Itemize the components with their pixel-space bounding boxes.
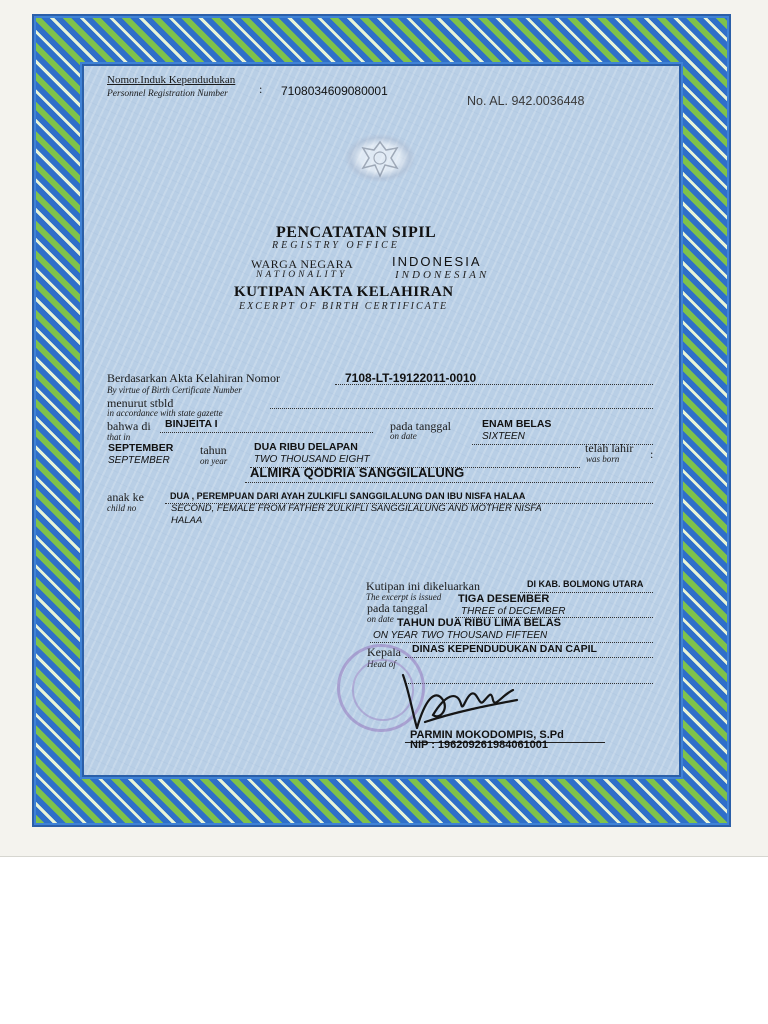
stbld-line [270,408,653,409]
issue-date-value-en: THREE of DECEMBER [461,606,566,617]
nationality-label: WARGA NEGARA [251,257,354,271]
head-label: Kepala [367,645,401,659]
place-value: BINJEITA I [165,418,218,430]
official-nip: NIP : 196209261984061001 [410,739,549,751]
date-label: pada tanggal [390,419,451,433]
stbld-label-en: in accordance with state gazette [107,408,223,418]
issued-label: Kutipan ini dikeluarkan [366,579,480,593]
child-label-en: child no [107,503,137,513]
issued-place: DI KAB. BOLMONG UTARA [527,579,644,589]
serial-number: No. AL. 942.0036448 [467,94,585,108]
year-label: tahun [200,443,227,457]
date-value-en: SIXTEEN [482,431,525,442]
document-title: KUTIPAN AKTA KELAHIRAN [234,284,454,300]
head-line [405,657,653,658]
year-value-en: TWO THOUSAND EIGHT [254,454,370,465]
nationality-label-en: NATIONALITY [256,270,348,280]
born-colon: : [650,447,654,461]
child-name-line [245,482,653,483]
child-label: anak ke [107,490,144,504]
year-value: DUA RIBU DELAPAN [254,441,358,453]
official-name: PARMIN MOKODOMPIS, S.Pd [410,729,564,741]
issue-year-value-en: ON YEAR TWO THOUSAND FIFTEEN [373,630,548,641]
signature [395,660,525,740]
month-value-en: SEPTEMBER [108,455,170,466]
nik-value: 7108034609080001 [281,84,388,98]
nik-label: Nomor.Induk Kependudukan [107,74,236,86]
issue-date-label-en: on date [367,614,394,624]
act-number: 7108-LT-19122011-0010 [345,371,477,385]
born-label-en: was born [586,454,620,464]
office-title-en: REGISTRY OFFICE [272,240,400,251]
nik-colon: : [259,82,263,96]
date-label-en: on date [390,431,417,441]
place-label: bahwa di [107,419,151,433]
born-label: telah lahir [585,441,634,455]
place-line [160,432,373,433]
issue-year-value: TAHUN DUA RIBU LIMA BELAS [397,617,561,629]
date-value: ENAM BELAS [482,418,552,430]
head-value: DINAS KEPENDUDUKAN DAN CAPIL [412,643,597,655]
issue-date-value: TIGA DESEMBER [458,593,550,605]
stbld-label: menurut stbld [107,396,174,410]
child-name: ALMIRA QODRIA SANGGILALUNG [250,465,465,480]
garuda-emblem-icon [345,134,415,182]
nationality-value: INDONESIA [392,254,482,269]
document-title-en: EXCERPT OF BIRTH CERTIFICATE [239,301,449,312]
month-value: SEPTEMBER [108,442,174,454]
issue-date-label: pada tanggal [367,601,428,615]
child-order-en-line1: SECOND, FEMALE FROM FATHER ZULKIFLI SANGGILALUNG AND MOTHER NISFA [171,503,542,514]
head-label-en: Head of [367,659,396,669]
act-number-line [335,384,653,385]
nationality-value-en: INDONESIAN [395,269,490,281]
child-order: DUA , PEREMPUAN DARI AYAH ZULKIFLI SANGGILALUNG DAN IBU NISFA HALAA [170,491,526,501]
act-label-en: By virtue of Birth Certificate Number [107,385,242,395]
act-label: Berdasarkan Akta Kelahiran Nomor [107,371,280,385]
issued-label-en: The excerpt is issued [366,592,442,602]
year-label-en: on year [200,456,228,466]
place-label-en: that in [107,432,131,442]
nik-label-en: Personnel Registration Number [107,89,228,99]
office-title: PENCATATAN SIPIL [276,224,437,241]
child-order-en-line2: HALAA [171,515,203,526]
